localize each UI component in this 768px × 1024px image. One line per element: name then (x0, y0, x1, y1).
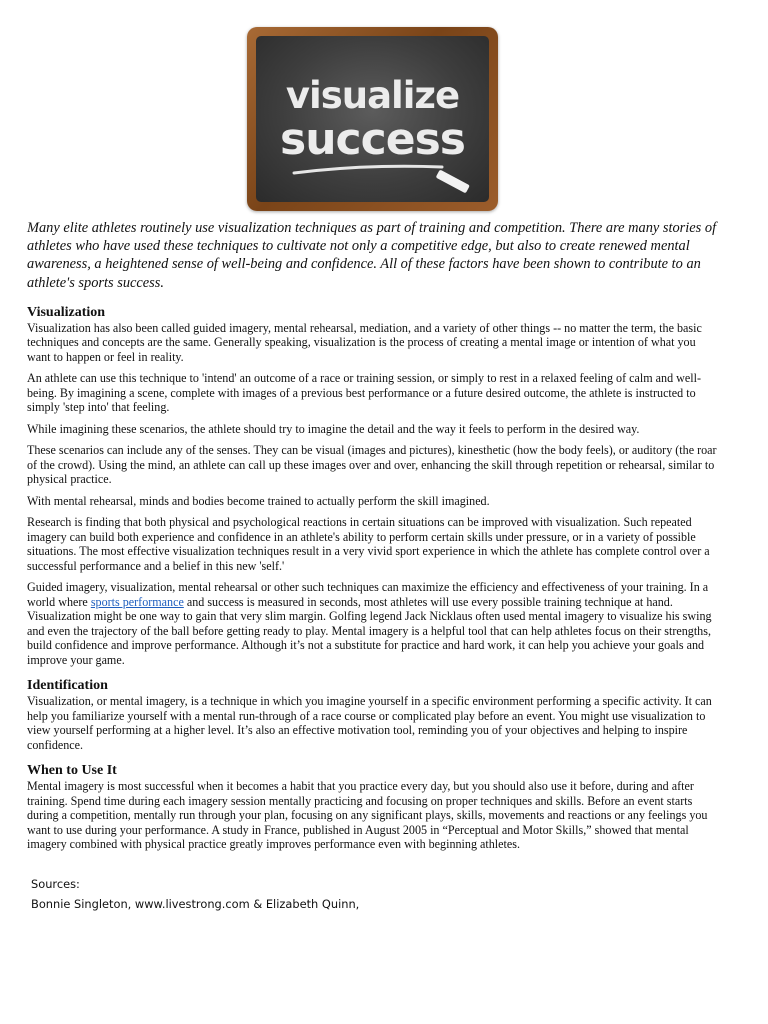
when-to-use-paragraph: Mental imagery is most successful when it becomes a habit that you practice every day, but you should also use it before, during and after training. Spend time during each imagery session mentally practicing and focusing on proper techniques and skills. Before an event starts during a competition, mentally run through your plan, focusing on any significant plays, skills, movements and reactions or any feelings you want to use during your performance. A study in France, published in August 2005 in “Perceptual and Motor Skills,” showed that mental imagery combined with physical practice greatly improves performance even with beginning athletes. (27, 779, 708, 852)
visualization-paragraph-6: Research is finding that both physical and psychological reactions in certain situations can be improved with visualization. Such repeated imagery can build both experience and confidence in an athlete's ability to perform certain skills under pressure, or in a variety of possible situations. The most effective visualization techniques result in a very vivid sport experience in which the athlete has complete control over a successful performance and a belief in this new 'self.' (27, 515, 710, 573)
identification-paragraph: Visualization, or mental imagery, is a technique in which you imagine yourself in a specific environment performing a specific activity. It can help you familiarize yourself with a mental run-through of a race course or complicated play before an event. You might use visualization to view yourself performing at a higher level. It’s also an effective motivation tool, reminding you of your objectives and helping to inspire confidence. (27, 694, 712, 752)
visualization-paragraph-4: These scenarios can include any of the senses. They can be visual (images and pictures), kinesthetic (how the body feels), or auditory (the roar of the crowd). Using the mind, an athlete can call up these images over and over, enhancing the skill through repetition or rehearsal, similar to physical practice. (27, 443, 717, 487)
visualization-paragraph-7 (27, 580, 721, 667)
sources-block (27, 874, 721, 914)
visualization-paragraph-5: With mental rehearsal, minds and bodies become trained to actually perform the skill imagined. (27, 493, 490, 508)
when-to-use-heading: When to Use It (27, 763, 117, 779)
paragraph-text: Guided imagery, visualization, mental rehearsal or other such techniques can maximize the efficiency and effectiveness of your training. In a world where (27, 580, 709, 609)
visualization-heading: Visualization (27, 304, 106, 320)
visualization-paragraph-2: An athlete can use this technique to 'intend' an outcome of a race or training session, or simply to rest in a relaxed feeling of calm and well-being. By imagining a scene, complete with images of a previous best performance or a future desired outcome, the athlete is instructed to simply 'step into' that feeling. (27, 371, 702, 415)
article (27, 219, 721, 914)
chalk-underline-icon (256, 36, 489, 202)
chalkboard-surface (256, 36, 489, 202)
intro-paragraph: Many elite athletes routinely use visualization techniques as part of training and competition. There are many stories of athletes who have used these techniques to cultivate not only a competitive edge, but also to create renewed mental awareness, a heightened sense of well-being and confidence. All of these factors have been shown to contribute to an athlete's sports success. (27, 220, 717, 291)
chalkboard-line-1: visualize (285, 74, 460, 117)
chalkboard-image (247, 27, 498, 211)
sources-text: Bonnie Singleton, www.livestrong.com & Elizabeth Quinn, (31, 896, 360, 911)
sources-label: Sources: (31, 876, 80, 891)
paragraph-text: and success is measured in seconds, most athletes will use every possible training technique at hand. Visualization might be one way to gain that very slim margin. Golfing legend Jack Nicklaus often used mental imagery to visualize his swing and even the trajectory of the ball before getting ready to play. Mental imagery is a helpful tool that can help athletes focus on their strengths, build confidence and improve performance. Although it’s not a substitute for practice and hard work, it can help you achieve your goals and improve your game. (27, 594, 712, 667)
sports-performance-link[interactable]: sports performance (90, 594, 184, 609)
chalkboard-line-2: success (280, 114, 465, 165)
visualization-paragraph-1: Visualization has also been called guided imagery, mental rehearsal, mediation, and a variety of other things -- no matter the term, the basic techniques and concepts are the same. Generally speaking, visualization is the process of creating a mental image or intention of what you want to happen or feel in reality. (27, 320, 702, 364)
identification-heading: Identification (27, 678, 108, 694)
visualization-paragraph-3: While imagining these scenarios, the athlete should try to imagine the detail and the way it feels to perform in the desired way. (27, 421, 640, 436)
